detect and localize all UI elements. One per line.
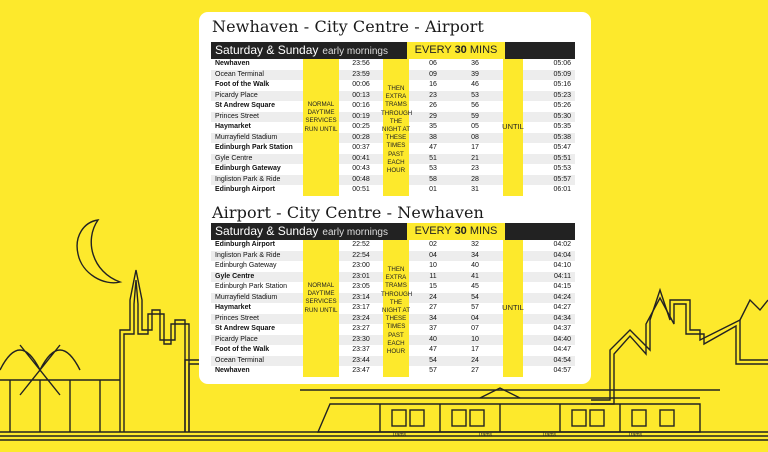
last-daytime-time: 00:28 — [352, 133, 370, 141]
stop-name: Edinburgh Park Station — [215, 144, 293, 151]
last-daytime-time: 23:44 — [352, 356, 370, 364]
last-daytime-time: 23:27 — [352, 325, 370, 332]
minutes-past-first: 40 — [429, 335, 437, 343]
inbound-title: Airport - City Centre - Newhaven — [212, 203, 484, 222]
tram-logo-2: Trams — [478, 432, 492, 438]
minutes-past-first: 01 — [429, 186, 437, 193]
minutes-past-first: 53 — [429, 165, 437, 172]
minutes-past-first: 26 — [429, 102, 437, 109]
minutes-past-second: 34 — [471, 251, 479, 259]
until-time: 04:37 — [553, 325, 571, 332]
outbound-title: Newhaven - City Centre - Airport — [212, 17, 484, 36]
last-daytime-time: 23:56 — [352, 60, 370, 67]
until-time: 05:06 — [553, 60, 571, 67]
last-daytime-time: 00:16 — [352, 102, 370, 109]
stop-name: Edinburgh Gateway — [215, 165, 281, 172]
stop-name: St Andrew Square — [215, 102, 276, 109]
minutes-past-first: 58 — [429, 175, 437, 183]
normal-services-note: NORMAL DAYTIME SERVICES RUN UNTIL — [304, 101, 338, 133]
minutes-past-first: 09 — [429, 70, 437, 78]
until-time: 05:51 — [553, 154, 571, 162]
minutes-past-second: 27 — [471, 367, 479, 374]
minutes-past-first: 16 — [429, 81, 437, 88]
minutes-past-first: 11 — [429, 272, 437, 280]
city-skyline-icon — [591, 290, 768, 400]
minutes-past-first: 06 — [429, 60, 437, 67]
extra-trams-note: THEN EXTRA TRAMS THROUGH THE NIGHT AT THESE TIMES PAST EACH HOUR — [381, 85, 413, 175]
stop-name: Edinburgh Airport — [215, 186, 276, 193]
minutes-past-first: 54 — [429, 356, 437, 364]
minutes-past-second: 39 — [471, 70, 479, 78]
stop-name: Newhaven — [215, 60, 250, 67]
until-time: 06:01 — [553, 186, 571, 193]
stop-name: Ocean Terminal — [215, 356, 264, 364]
last-daytime-time: 00:37 — [352, 144, 370, 151]
minutes-past-second: 23 — [471, 165, 479, 172]
minutes-past-second: 17 — [471, 346, 479, 353]
stop-name: Picardy Place — [215, 91, 258, 99]
days-label: Saturday & Sunday — [215, 224, 319, 238]
until-time: 04:10 — [553, 262, 571, 269]
minutes-past-second: 56 — [471, 102, 479, 109]
outbound-header-bar — [211, 42, 575, 59]
until-time: 04:02 — [553, 241, 571, 248]
minutes-past-first: 47 — [429, 144, 437, 151]
minutes-past-first: 38 — [429, 133, 437, 141]
stop-name: Edinburgh Gateway — [215, 262, 277, 269]
minutes-past-first: 02 — [429, 241, 437, 248]
minutes-past-first: 35 — [429, 123, 437, 130]
stop-name: Murrayfield Stadium — [215, 133, 278, 141]
timetable-card — [199, 12, 591, 384]
minutes-past-first: 15 — [429, 283, 437, 290]
stop-name: Murrayfield Stadium — [215, 293, 278, 301]
last-daytime-time: 23:05 — [352, 283, 370, 290]
stop-name: Ingliston Park & Ride — [215, 175, 281, 183]
until-time: 05:53 — [553, 165, 571, 172]
until-time: 04:57 — [553, 367, 571, 374]
tram-logo-4: Trams — [628, 432, 642, 438]
stop-name: Ingliston Park & Ride — [215, 251, 281, 259]
minutes-past-second: 07 — [471, 325, 479, 332]
until-time: 04:27 — [553, 304, 571, 311]
stop-name: Newhaven — [215, 367, 250, 374]
inbound-header-bar — [211, 223, 575, 240]
until-time: 05:35 — [553, 123, 571, 130]
minutes-past-second: 45 — [471, 283, 479, 290]
until-time: 04:54 — [553, 356, 571, 364]
minutes-past-second: 40 — [471, 262, 479, 269]
minutes-past-second: 04 — [471, 314, 479, 322]
minutes-past-second: 31 — [471, 186, 479, 193]
last-daytime-time: 23:37 — [352, 346, 370, 353]
until-time: 04:47 — [553, 346, 571, 353]
stop-name: Gyle Centre — [215, 272, 255, 280]
last-daytime-time: 00:43 — [352, 165, 370, 172]
last-daytime-time: 00:13 — [352, 91, 370, 99]
stop-name: Princes Street — [215, 112, 259, 120]
minutes-past-second: 08 — [471, 133, 479, 141]
moon-icon — [77, 220, 120, 283]
tram-icon — [300, 388, 720, 432]
normal-services-note: NORMAL DAYTIME SERVICES RUN UNTIL — [304, 282, 338, 314]
stop-name: Ocean Terminal — [215, 70, 264, 78]
minutes-past-second: 41 — [471, 272, 479, 280]
last-daytime-time: 00:48 — [352, 175, 370, 183]
last-daytime-time: 00:51 — [352, 186, 370, 193]
until-time: 05:30 — [553, 112, 571, 120]
minutes-past-first: 27 — [429, 304, 437, 311]
stop-name: Foot of the Walk — [215, 81, 270, 88]
castle-icon — [120, 270, 185, 432]
last-daytime-time: 23:24 — [352, 314, 370, 322]
last-daytime-time: 22:52 — [352, 241, 370, 248]
early-mornings-label: early mornings — [322, 46, 388, 57]
early-mornings-label: early mornings — [322, 227, 388, 238]
until-time: 04:34 — [553, 314, 571, 322]
last-daytime-time: 23:17 — [352, 304, 370, 311]
minutes-past-first: 24 — [429, 293, 437, 301]
minutes-past-second: 10 — [471, 335, 479, 343]
until-time: 05:09 — [553, 70, 571, 78]
minutes-past-first: 29 — [429, 112, 437, 120]
stop-name: Picardy Place — [215, 335, 258, 343]
until-time: 04:11 — [554, 272, 571, 280]
last-daytime-time: 00:06 — [352, 81, 370, 88]
outbound-table — [211, 59, 575, 196]
minutes-past-first: 51 — [429, 154, 437, 162]
until-time: 04:24 — [553, 293, 571, 301]
minutes-past-second: 46 — [471, 81, 479, 88]
last-daytime-time: 23:47 — [352, 367, 370, 374]
until-time: 05:23 — [553, 91, 571, 99]
last-daytime-time: 23:59 — [352, 70, 370, 78]
until-time: 05:47 — [553, 144, 571, 151]
minutes-past-first: 04 — [429, 251, 437, 259]
last-daytime-time: 00:25 — [352, 123, 370, 130]
tram-logo-3: Trams — [542, 432, 556, 438]
last-daytime-time: 23:14 — [352, 293, 370, 301]
tram-logo-1: Trams — [392, 432, 406, 438]
minutes-past-second: 59 — [471, 112, 479, 120]
until-label: UNTIL — [502, 303, 524, 312]
stop-name: Princes Street — [215, 314, 259, 322]
stop-name: St Andrew Square — [215, 325, 276, 332]
last-daytime-time: 23:00 — [352, 262, 370, 269]
stop-name: Haymarket — [215, 304, 251, 311]
until-time: 04:40 — [553, 335, 571, 343]
minutes-past-second: 53 — [471, 91, 479, 99]
stop-name: Haymarket — [215, 123, 251, 130]
bridge-icon — [0, 345, 120, 432]
minutes-past-first: 34 — [429, 314, 437, 322]
minutes-past-second: 32 — [471, 241, 479, 248]
minutes-past-second: 05 — [471, 123, 479, 130]
until-time: 05:38 — [553, 133, 571, 141]
until-time: 05:16 — [553, 81, 571, 88]
last-daytime-time: 23:30 — [352, 335, 370, 343]
minutes-past-second: 21 — [471, 154, 479, 162]
minutes-past-second: 36 — [471, 60, 479, 67]
minutes-past-second: 24 — [471, 356, 479, 364]
until-label: UNTIL — [502, 122, 524, 131]
extra-trams-note: THEN EXTRA TRAMS THROUGH THE NIGHT AT THESE TIMES PAST EACH HOUR — [381, 266, 413, 356]
minutes-past-second: 57 — [471, 304, 479, 311]
stop-name: Edinburgh Park Station — [215, 283, 287, 290]
minutes-past-first: 37 — [429, 325, 437, 332]
minutes-past-first: 47 — [429, 346, 437, 353]
until-time: 05:57 — [553, 175, 571, 183]
minutes-past-second: 17 — [471, 144, 479, 151]
minutes-past-second: 54 — [471, 293, 479, 301]
until-time: 04:04 — [553, 251, 571, 259]
last-daytime-time: 00:41 — [352, 154, 370, 162]
minutes-past-second: 28 — [471, 175, 479, 183]
stop-name: Edinburgh Airport — [215, 241, 276, 248]
last-daytime-time: 23:01 — [352, 272, 370, 280]
last-daytime-time: 00:19 — [352, 112, 370, 120]
days-label: Saturday & Sunday — [215, 43, 319, 57]
minutes-past-first: 57 — [429, 367, 437, 374]
frequency-label: EVERY 30 MINS — [407, 223, 505, 240]
until-time: 05:26 — [553, 102, 571, 109]
stop-name: Gyle Centre — [215, 154, 253, 162]
until-time: 04:15 — [553, 283, 571, 290]
minutes-past-first: 10 — [429, 262, 437, 269]
last-daytime-time: 22:54 — [352, 251, 370, 259]
inbound-table — [211, 240, 575, 377]
minutes-past-first: 23 — [429, 91, 437, 99]
frequency-label: EVERY 30 MINS — [407, 42, 505, 59]
stop-name: Foot of the Walk — [215, 346, 270, 353]
